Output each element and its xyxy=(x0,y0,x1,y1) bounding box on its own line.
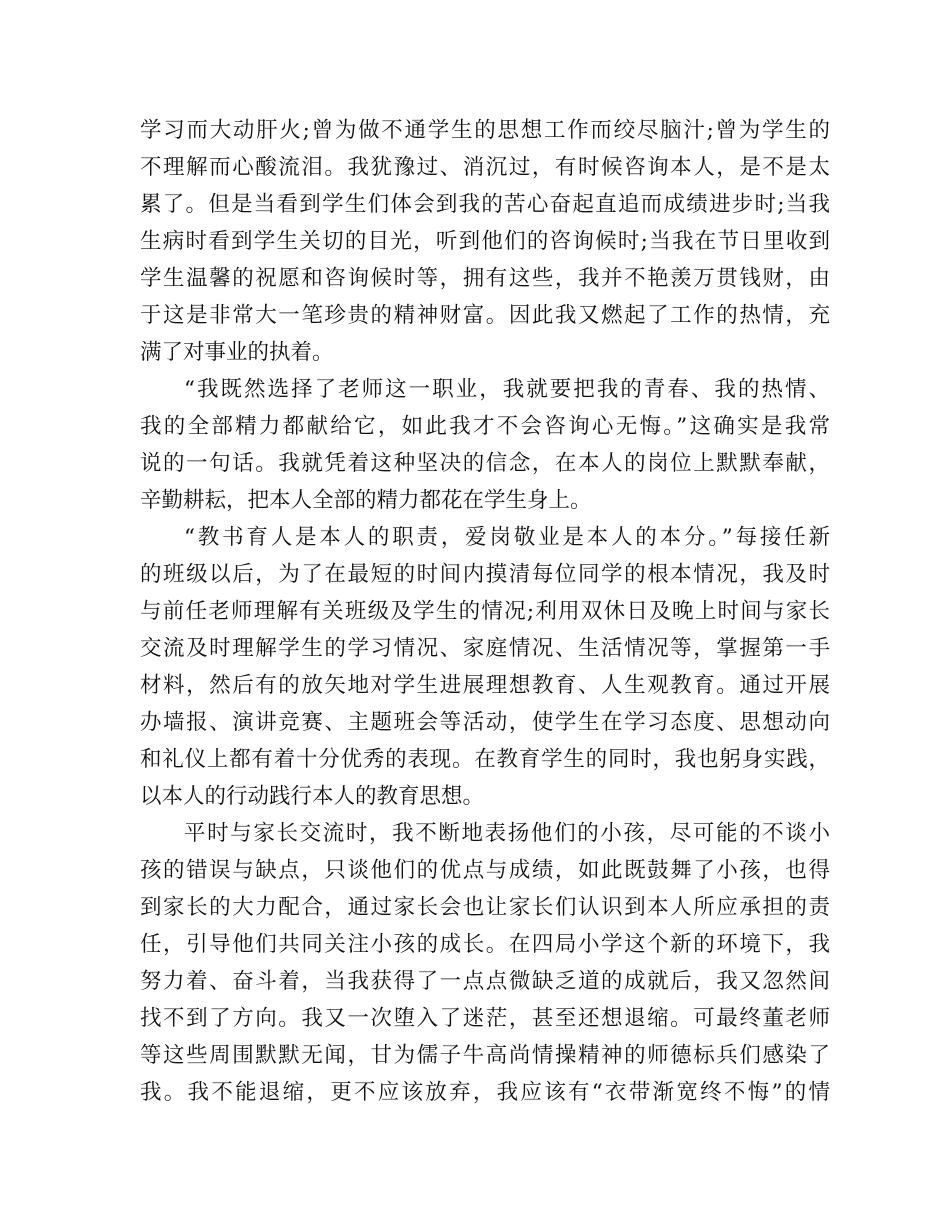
text-line: 的班级以后，为了在最短的时间内摸清每位同学的根本情况，我及时 xyxy=(140,562,830,587)
paragraph xyxy=(140,815,830,1111)
text-line: 到家长的大力配合，通过家长会也让家长们认识到本人所应承担的责 xyxy=(140,895,830,920)
text-line: 累了。但是当看到学生们体会到我的苦心奋起直追而成绩进步时;当我 xyxy=(140,192,830,217)
text-line: 任，引导他们共同关注小孩的成长。在四局小学这个新的环境下，我 xyxy=(140,932,830,957)
text-line: 学习而大动肝火;曾为做不通学生的思想工作而绞尽脑汁;曾为学生的 xyxy=(140,118,830,143)
text-line: “教书育人是本人的职责，爱岗敬业是本人的本分。”每接任新 xyxy=(184,525,830,550)
text-line: 孩的错误与缺点，只谈他们的优点与成绩，如此既鼓舞了小孩，也得 xyxy=(140,858,830,883)
paragraph xyxy=(140,112,830,371)
paragraph xyxy=(140,519,830,815)
text-line: 与前任老师理解有关班级及学生的情况;利用双休日及晚上时间与家长 xyxy=(140,599,830,624)
text-line: 辛勤耕耘，把本人全部的精力都花在学生身上。 xyxy=(140,488,592,513)
text-line: 材料，然后有的放矢地对学生进展理想教育、人生观教育。通过开展 xyxy=(140,673,830,698)
text-line: 办墙报、演讲竞赛、主题班会等活动，使学生在学习态度、思想动向 xyxy=(140,710,830,735)
paragraph xyxy=(140,371,830,519)
text-line: “我既然选择了老师这一职业，我就要把我的青春、我的热情、 xyxy=(184,377,830,402)
text-line: 等这些周围默默无闻，甘为儒子牛高尚情操精神的师德标兵们感染了 xyxy=(140,1043,830,1068)
text-line: 平时与家长交流时，我不断地表扬他们的小孩，尽可能的不谈小 xyxy=(184,821,830,846)
text-line: 生病时看到学生关切的目光，听到他们的咨询候时;当我在节日里收到 xyxy=(140,229,830,254)
text-line: 努力着、奋斗着，当我获得了一点点微缺乏道的成就后，我又忽然间 xyxy=(140,969,830,994)
text-line: 满了对事业的执着。 xyxy=(140,340,334,365)
text-line: 交流及时理解学生的学习情况、家庭情况、生活情况等，掌握第一手 xyxy=(140,636,830,661)
text-line: 我的全部精力都献给它，如此我才不会咨询心无悔。”这确实是我常 xyxy=(140,414,830,439)
document-body xyxy=(140,112,830,1111)
text-line: 学生温馨的祝愿和咨询候时等，拥有这些，我并不艳羡万贯钱财，由 xyxy=(140,266,830,291)
text-line: 于这是非常大一笔珍贵的精神财富。因此我又燃起了工作的热情，充 xyxy=(140,303,830,328)
text-line: 找不到了方向。我又一次堕入了迷茫，甚至还想退缩。可最终董老师 xyxy=(140,1006,830,1031)
text-line: 和礼仪上都有着十分优秀的表现。在教育学生的同时，我也躬身实践， xyxy=(140,747,830,772)
text-line: 说的一句话。我就凭着这种坚决的信念，在本人的岗位上默默奉献， xyxy=(140,451,830,476)
text-line: 以本人的行动践行本人的教育思想。 xyxy=(140,784,485,809)
text-line: 不理解而心酸流泪。我犹豫过、消沉过，有时候咨询本人，是不是太 xyxy=(140,155,830,180)
text-line: 我。我不能退缩，更不应该放弃，我应该有“衣带渐宽终不悔”的情 xyxy=(140,1080,830,1105)
